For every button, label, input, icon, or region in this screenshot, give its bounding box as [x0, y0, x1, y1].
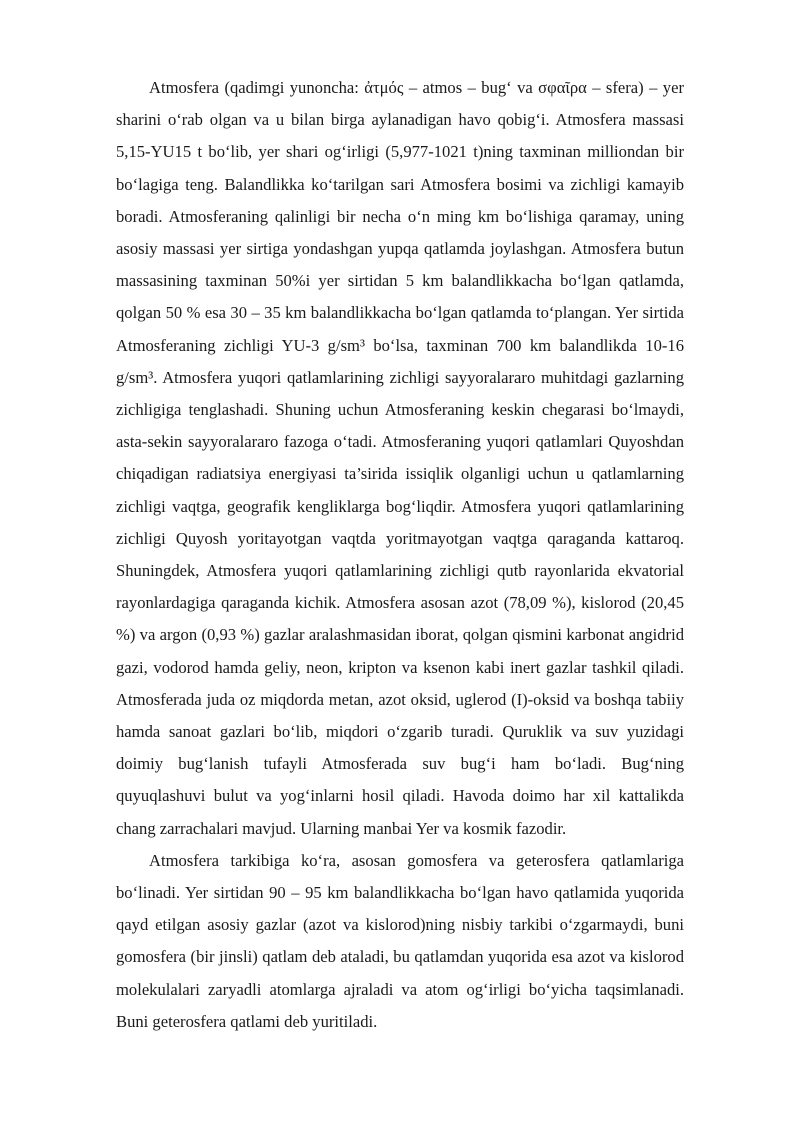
document-page	[116, 72, 684, 1038]
paragraph-atmosphere-intro: Atmosfera (qadimgi yunoncha: ἀτμός – atmos – bug‘ va σφαῖρα – sfera) – yer sharini o‘rab olgan va u bilan birga aylanadigan havo qobig‘i. Atmosfera massasi 5,15-YU15 t bo‘lib, yer shari og‘irligi (5,977-1021 t)ning taxminan milliondan bir bo‘lagiga teng. Balandlikka ko‘tarilgan sari Atmosfera bosimi va zichligi kamayib boradi. Atmosferaning qalinligi bir necha o‘n ming km bo‘lishiga qaramay, uning asosiy massasi yer sirtiga yondashgan yupqa qatlamda joylashgan. Atmosfera butun massasining taxminan 50%i yer sirtidan 5 km balandlikkacha bo‘lgan qatlamda, qolgan 50 % esa 30 – 35 km balandlikkacha bo‘lgan qatlamda to‘plangan. Yer sirtida Atmosferaning zichligi YU-3 g/sm³ bo‘lsa, taxminan 700 km balandlikda 10-16 g/sm³. Atmosfera yuqori qatlamlarining zichligi sayyoralararo muhitdagi gazlarning zichligiga tenglashadi. Shuning uchun Atmosferaning keskin chegarasi bo‘lmaydi, asta-sekin sayyoralararo fazoga o‘tadi. Atmosferaning yuqori qatlamlari Quyoshdan chiqadigan radiatsiya energiyasi ta’sirida issiqlik olganligi uchun u qatlamlarning zichligi vaqtga, geografik kengliklarga bog‘liqdir. Atmosfera yuqori qatlamlarining zichligi Quyosh yoritayotgan vaqtda yoritmayotgan vaqtga qaraganda kattaroq. Shuningdek, Atmosfera yuqori qatlamlarining zichligi qutb rayonlarida ekvatorial rayonlardagiga qaraganda kichik. Atmosfera asosan azot (78,09 %), kislorod (20,45 %) va argon (0,93 %) gazlar aralashmasidan iborat, qolgan qismini karbonat angidrid gazi, vodorod hamda geliy, neon, kripton va ksenon kabi inert gazlar tashkil qiladi. Atmosferada juda oz miqdorda metan, azot oksid, uglerod (I)-oksid va boshqa tabiiy hamda sanoat gazlari bo‘lib, miqdori o‘zgarib turadi. Quruklik va suv yuzidagi doimiy bug‘lanish tufayli Atmosferada suv bug‘i ham bo‘ladi. Bug‘ning quyuqlashuvi bulut va yog‘inlarni hosil qiladi. Havoda doimo har xil kattalikda chang zarrachalari mavjud. Ularning manbai Yer va kosmik fazodir.	[116, 78, 684, 838]
paragraph-atmosphere-composition: Atmosfera tarkibiga ko‘ra, asosan gomosfera va geterosfera qatlamlariga bo‘linadi. Yer sirtidan 90 – 95 km balandlikkacha bo‘lgan havo qatlamida yuqorida qayd etilgan asosiy gazlar (azot va kislorod)ning nisbiy tarkibi o‘zgarmaydi, buni gomosfera (bir jinsli) qatlam deb ataladi, bu qatlamdan yuqorida esa azot va kislorod molekulalari zaryadli atomlarga ajraladi va atom og‘irligi bo‘yicha taqsimlanadi. Buni geterosfera qatlami deb yuritiladi.	[116, 850, 684, 1031]
